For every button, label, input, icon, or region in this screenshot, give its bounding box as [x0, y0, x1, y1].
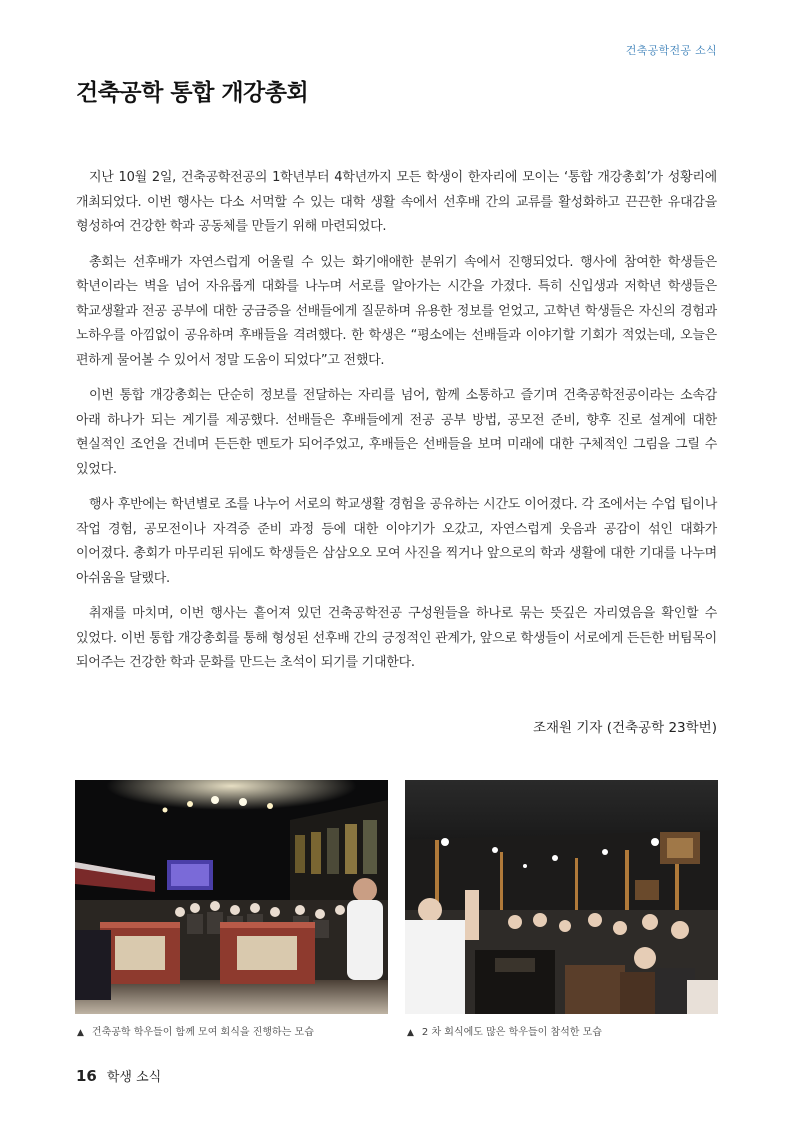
caption-text: 건축공학 학우들이 함께 모여 회식을 진행하는 모습	[91, 1027, 314, 1038]
article-paragraph: 지난 10월 2일, 건축공학전공의 1학년부터 4학년까지 모든 학생이 한자리에 모이는 ‘통합 개강총회’가 성황리에 개최되었다. 이번 행사는 다소 서먹할 수 있는 대학 생활 속에서 선후배 간의 교류를 활성화하고 끈끈한 유대감을 형성하여 건강한 학과 공동체를 만들기 위해 마련되었다.	[76, 170, 717, 234]
article-paragraph: 취재를 마치며, 이번 행사는 흩어져 있던 건축공학전공 구성원들을 하나로 묶는 뜻깊은 자리였음을 확인할 수 있었다. 이번 통합 개강총회를 통해 형성된 선후배 간의 긍정적인 관계가, 앞으로 학생들이 서로에게 든든한 버팀목이 되어주는 건강한 학과 문화를 만드는 초석이 되기를 기대한다.	[76, 606, 717, 670]
photo-gathering	[75, 780, 388, 1014]
section-tag: 건축공학전공 소식	[625, 44, 717, 57]
article-paragraph: 행사 후반에는 학년별로 조를 나누어 서로의 학교생활 경험을 공유하는 시간도 이어졌다. 각 조에서는 수업 팁이나 작업 경험, 공모전이나 자격증 준비 과정 등에 대한 이야기가 오갔고, 자연스럽게 웃음과 공감이 섞인 대화가 이어졌다. 총회가 마무리된 뒤에도 학생들은 삼삼오오 모여 사진을 찍거나 앞으로의 학과 생활에 대한 기대를 나누며 아쉬움을 달랬다.	[76, 497, 717, 586]
article-title: 건축공학 통합 개강총회	[76, 80, 309, 106]
photo-second-gathering	[405, 780, 718, 1014]
caption-triangle-icon: ▲	[407, 1028, 414, 1038]
caption-text: 2 차 회식에도 많은 학우들이 참석한 모습	[421, 1027, 602, 1038]
footer-section: 학생 소식	[106, 1070, 162, 1085]
article-paragraph: 이번 통합 개강총회는 단순히 정보를 전달하는 자리를 넘어, 함께 소통하고 즐기며 건축공학전공이라는 소속감 아래 하나가 되는 계기를 제공했다. 선배들은 후배들에게 전공 공부 방법, 공모전 준비, 향후 진로 설계에 대한 현실적인 조언을 건네며 든든한 멘토가 되어주었고, 후배들은 선배들을 보며 미래에 대한 구체적인 그림을 그릴 수 있었다.	[76, 388, 717, 477]
article-body	[76, 166, 717, 687]
byline: 조재원 기자 (건축공학 23학번)	[532, 720, 717, 736]
page-number: 16	[76, 1067, 97, 1085]
caption-triangle-icon: ▲	[77, 1028, 84, 1038]
page-footer	[76, 1066, 161, 1085]
photo-caption-left	[77, 1023, 314, 1038]
photo-caption-right	[407, 1023, 602, 1038]
article-paragraph: 총회는 선후배가 자연스럽게 어울릴 수 있는 화기애애한 분위기 속에서 진행되었다. 행사에 참여한 학생들은 학년이라는 벽을 넘어 자유롭게 대화를 나누며 서로를 알아가는 시간을 가졌다. 특히 신입생과 저학년 학생들은 학교생활과 전공 공부에 대한 궁금증을 선배들에게 질문하며 유용한 정보를 얻었고, 고학년 학생들은 자신의 경험과 노하우를 아낌없이 공유하며 후배들을 격려했다. 한 학생은 “평소에는 선배들과 이야기할 기회가 적었는데, 오늘은 편하게 물어볼 수 있어서 정말 도움이 되었다”고 전했다.	[76, 254, 717, 368]
